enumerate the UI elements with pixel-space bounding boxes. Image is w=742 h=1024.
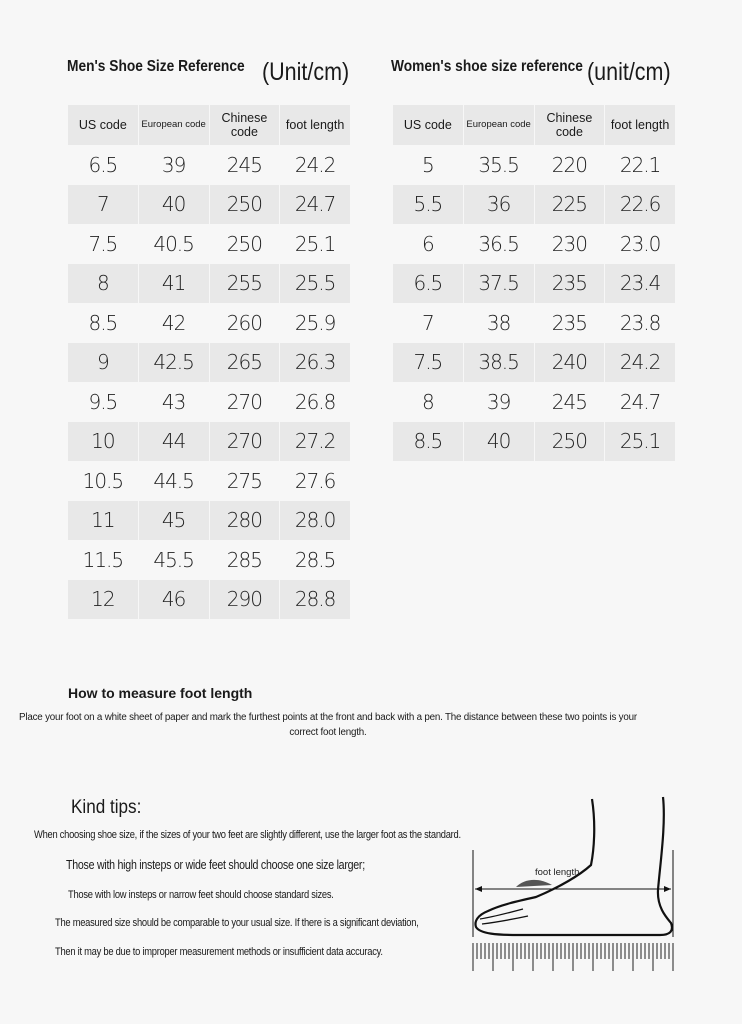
tip-line-2: Those with high insteps or wide feet should choose one size larger;: [66, 858, 365, 872]
men-title-row: [67, 58, 274, 76]
women-table-title: Women's shoe size reference: [391, 58, 583, 75]
table-row: [393, 264, 675, 304]
table-cell: 11: [68, 501, 138, 541]
table-row: [393, 422, 675, 462]
table-cell: 26.3: [280, 343, 350, 383]
table-row: [393, 303, 675, 343]
measure-instructions: Place your foot on a white sheet of paper and mark the furthest points at the front and back with a pen. The distance between these two points is your correct foot length.: [19, 712, 637, 738]
table-cell: 290: [210, 580, 280, 620]
foot-measurement-illustration: [468, 795, 678, 980]
table-cell: 24.2: [605, 343, 675, 383]
tip-line-4: The measured size should be comparable to your usual size. If there is a significant deviation,: [55, 917, 419, 929]
table-cell: 22.6: [605, 185, 675, 225]
table-cell: 40: [139, 185, 209, 225]
table-row: [393, 224, 675, 264]
table-header-row: [68, 105, 350, 145]
table-row: [68, 185, 350, 225]
table-row: [68, 501, 350, 541]
table-cell: 7: [68, 185, 138, 225]
table-cell: 250: [210, 185, 280, 225]
foot-length-label: foot length: [535, 867, 580, 878]
men-unit-row: [262, 58, 363, 87]
table-cell: 8: [68, 264, 138, 304]
table-row: [68, 540, 350, 580]
table-cell: 7.5: [393, 343, 463, 383]
table-cell: 265: [210, 343, 280, 383]
tip-line-3: Those with low insteps or narrow feet should choose standard sizes.: [68, 889, 334, 901]
table-cell: 5: [422, 152, 434, 177]
table-cell: 240: [535, 343, 605, 383]
header-chinese-code: Chinese code: [535, 105, 605, 145]
table-row: [68, 343, 350, 383]
table-row: [393, 343, 675, 383]
table-cell: 40: [464, 422, 534, 462]
table-row: [68, 264, 350, 304]
table-cell: 25.9: [294, 310, 336, 335]
measure-title: How to measure foot length: [68, 685, 253, 701]
table-cell: 35.5: [478, 152, 519, 177]
table-row: [68, 580, 350, 620]
table-cell: 280: [210, 501, 280, 541]
table-cell: 225: [535, 185, 605, 225]
table-cell: 6.5: [393, 264, 463, 304]
table-cell: 37.5: [464, 264, 534, 304]
table-cell: 24.7: [280, 185, 350, 225]
table-row: [68, 303, 350, 343]
table-cell: 42: [161, 310, 186, 335]
table-cell: 23.8: [619, 310, 661, 335]
table-cell: 8.5: [88, 310, 118, 335]
table-cell: 5.5: [393, 185, 463, 225]
table-cell: 245: [226, 152, 262, 177]
table-cell: 8: [422, 389, 434, 414]
table-cell: 25.1: [294, 231, 336, 256]
table-cell: 23.0: [619, 231, 661, 256]
table-cell: 24.2: [294, 152, 336, 177]
table-header-row: [393, 105, 675, 145]
table-cell: 11.5: [82, 547, 124, 572]
table-cell: 27.6: [294, 468, 336, 493]
table-cell: 36: [464, 185, 534, 225]
men-table-unit: (Unit/cm): [262, 58, 350, 86]
table-row: [393, 185, 675, 225]
table-cell: 26.8: [294, 389, 336, 414]
table-cell: 27.2: [280, 422, 350, 462]
table-cell: 220: [551, 152, 587, 177]
table-cell: 36.5: [478, 231, 519, 256]
table-cell: 39: [161, 152, 186, 177]
table-cell: 43: [161, 389, 186, 414]
table-cell: 8.5: [393, 422, 463, 462]
table-cell: 41: [139, 264, 209, 304]
header-european-code: European code: [139, 105, 209, 145]
table-row: [68, 224, 350, 264]
women-table-unit: (unit/cm): [587, 58, 671, 86]
table-cell: 24.7: [619, 389, 661, 414]
table-row: [393, 382, 675, 422]
table-cell: 250: [535, 422, 605, 462]
table-cell: 7: [422, 310, 434, 335]
tip-line-5: Then it may be due to improper measurement methods or insufficient data accuracy.: [55, 946, 383, 958]
table-cell: 10: [68, 422, 138, 462]
ruler: [473, 943, 673, 971]
header-european-code: European code: [464, 105, 534, 145]
table-cell: 12: [68, 580, 138, 620]
table-row: [68, 145, 350, 185]
table-cell: 6: [422, 231, 434, 256]
table-cell: 270: [210, 422, 280, 462]
table-cell: 9: [68, 343, 138, 383]
header-chinese-code: Chinese code: [210, 105, 280, 145]
table-cell: 25.5: [280, 264, 350, 304]
table-cell: 28.5: [294, 547, 336, 572]
header-foot-length: foot length: [605, 105, 675, 145]
women-title-row: [391, 58, 614, 76]
table-cell: 25.1: [605, 422, 675, 462]
table-cell: 9.5: [88, 389, 118, 414]
table-cell: 230: [551, 231, 587, 256]
table-cell: 28.8: [280, 580, 350, 620]
table-cell: 275: [226, 468, 262, 493]
table-cell: 46: [139, 580, 209, 620]
table-cell: 28.0: [280, 501, 350, 541]
men-size-table: [67, 105, 351, 619]
table-cell: 270: [226, 389, 262, 414]
table-cell: 285: [226, 547, 262, 572]
table-row: [68, 422, 350, 462]
header-us-code: US code: [68, 105, 138, 145]
table-cell: 40.5: [153, 231, 194, 256]
table-cell: 235: [535, 264, 605, 304]
table-cell: 250: [226, 231, 262, 256]
tips-title: Kind tips:: [71, 797, 142, 818]
table-cell: 44.5: [153, 468, 194, 493]
women-size-table: [392, 105, 676, 461]
table-cell: 22.1: [619, 152, 661, 177]
table-cell: 255: [210, 264, 280, 304]
table-cell: 42.5: [139, 343, 209, 383]
foot-shade: [516, 880, 552, 887]
header-us-code: US code: [393, 105, 463, 145]
table-cell: 245: [551, 389, 587, 414]
header-foot-length: foot length: [280, 105, 350, 145]
men-table-title: Men's Shoe Size Reference: [67, 58, 245, 75]
table-row: [393, 145, 675, 185]
table-cell: 6.5: [88, 152, 118, 177]
table-cell: 45.5: [153, 547, 194, 572]
table-row: [68, 382, 350, 422]
table-cell: 39: [486, 389, 511, 414]
table-cell: 44: [139, 422, 209, 462]
tip-line-1: When choosing shoe size, if the sizes of your two feet are slightly different, use the larger foot as the standard.: [34, 829, 461, 841]
table-cell: 38.5: [464, 343, 534, 383]
table-cell: 23.4: [605, 264, 675, 304]
table-cell: 45: [139, 501, 209, 541]
table-row: [68, 461, 350, 501]
table-cell: 10.5: [82, 468, 124, 493]
table-cell: 260: [226, 310, 262, 335]
table-cell: 38: [486, 310, 511, 335]
table-cell: 235: [551, 310, 587, 335]
women-unit-row: [587, 58, 684, 87]
table-cell: 7.5: [88, 231, 118, 256]
